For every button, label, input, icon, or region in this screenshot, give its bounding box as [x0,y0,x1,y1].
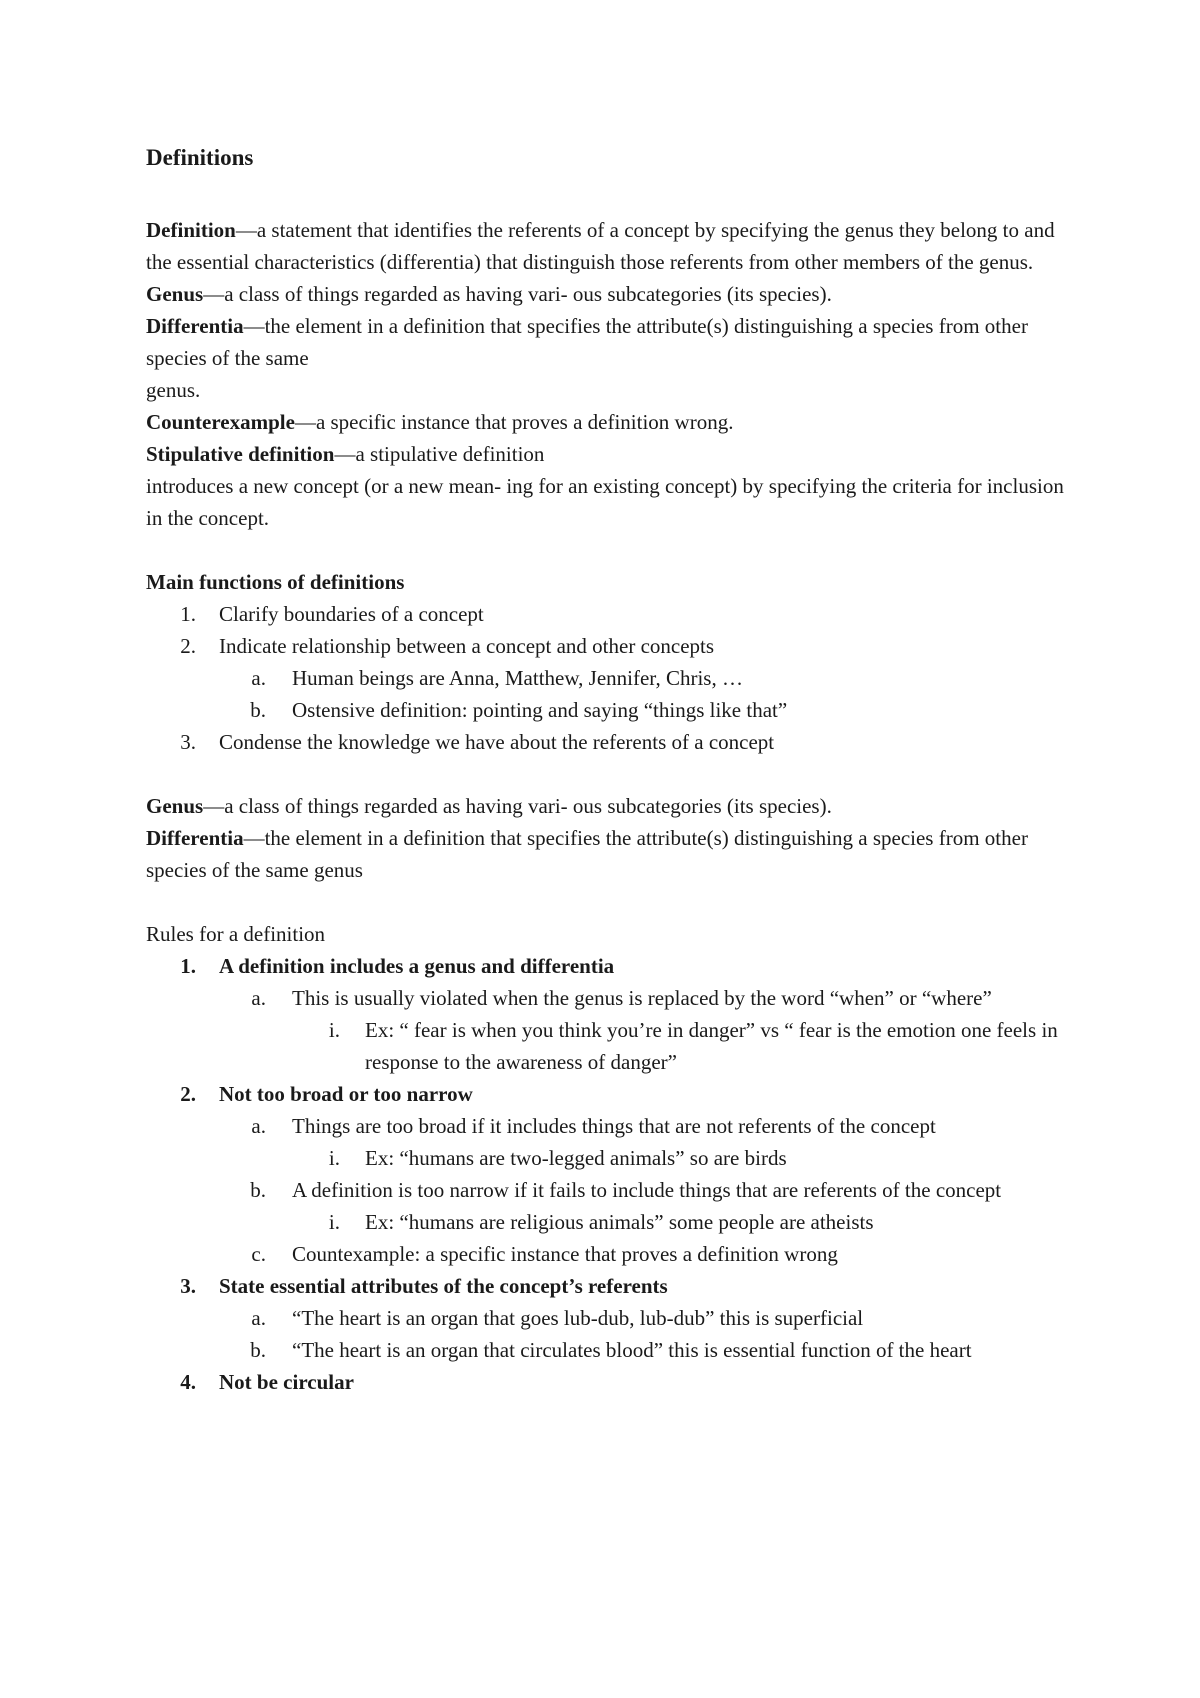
list-number: a. [251,1306,266,1330]
rule-item [146,1366,1076,1398]
list-number: 1. [180,602,196,626]
list-item [146,1142,1076,1174]
list-text: Indicate relationship between a concept and other concepts [219,634,715,658]
list-item [146,1014,1076,1078]
list-text: Human beings are Anna, Matthew, Jennifer, Chris, … [292,666,743,690]
rule-item [146,1078,1076,1110]
term-label: Counterexample [146,410,295,434]
document-page [146,142,1076,1398]
list-number: a. [251,986,266,1010]
list-text: State essential attributes of the concept’s referents [219,1274,668,1298]
list-number: 3. [180,1274,196,1298]
list-number: i. [328,1018,340,1042]
counterexample-entry [146,406,1076,438]
list-item [146,726,1076,758]
list-text: A definition is too narrow if it fails to include things that are referents of the concept [292,1178,1002,1202]
list-text: “The heart is an organ that circulates blood” this is essential function of the heart [292,1338,972,1362]
list-number: i. [328,1146,340,1170]
term-label: Differentia [146,826,244,850]
list-item [146,598,1076,630]
list-text: Ex: “humans are two-legged animals” so are birds [365,1146,787,1170]
term-text: —a class of things regarded as having vari- ous subcategories (its species). [203,794,832,818]
list-number: 2. [180,1082,196,1106]
list-number: b. [250,698,266,722]
genus-entry [146,790,1076,822]
term-label: Definition [146,218,236,242]
list-item [146,1110,1076,1142]
differentia-entry [146,822,1076,886]
list-item [146,1334,1076,1366]
list-text: A definition includes a genus and differentia [219,954,615,978]
term-text: —the element in a definition that specifies the attribute(s) distinguishing a species from other species of the same [146,314,1028,370]
list-number: 3. [180,730,196,754]
term-label: Differentia [146,314,244,338]
rule-item [146,950,1076,982]
term-label: Genus [146,282,204,306]
list-number: i. [328,1210,340,1234]
list-number: b. [250,1338,266,1362]
list-item [146,630,1076,662]
list-text: Ostensive definition: pointing and saying “things like that” [292,698,788,722]
list-item [146,1238,1076,1270]
differentia-entry [146,310,1076,374]
list-number: 4. [180,1370,196,1394]
differentia-continuation: genus. [146,378,201,402]
list-text: Clarify boundaries of a concept [219,602,484,626]
functions-heading: Main functions of definitions [146,570,405,594]
list-text: Countexample: a specific instance that proves a definition wrong [292,1242,838,1266]
genus-entry [146,278,1076,310]
term-label: Stipulative definition [146,442,335,466]
list-item [146,662,1076,694]
list-number: a. [251,1114,266,1138]
list-text: Ex: “ fear is when you think you’re in danger” vs “ fear is the emotion one feels in response to the awareness of danger” [365,1018,1058,1074]
list-text: Ex: “humans are religious animals” some people are atheists [365,1210,874,1234]
list-number: c. [251,1242,266,1266]
list-number: a. [251,666,266,690]
list-text: “The heart is an organ that goes lub-dub, lub-dub” this is superficial [292,1306,864,1330]
term-text: —a stipulative definition [334,442,545,466]
term-text: —a statement that identifies the referents of a concept by specifying the genus they belong to and the essential characteristics (differentia) that distinguish those referents from other members of the genus. [146,218,1055,274]
list-text: Not too broad or too narrow [219,1082,473,1106]
list-text: Condense the knowledge we have about the referents of a concept [219,730,775,754]
page-title: Definitions [146,145,254,170]
stipulative-entry [146,438,1076,470]
rules-heading: Rules for a definition [146,922,326,946]
list-text: Not be circular [219,1370,354,1394]
list-text: Things are too broad if it includes things that are not referents of the concept [292,1114,936,1138]
list-number: 2. [180,634,196,658]
list-number: b. [250,1178,266,1202]
list-item [146,982,1076,1014]
rule-item [146,1270,1076,1302]
term-text: —the element in a definition that specifies the attribute(s) distinguishing a species from other species of the same genus [146,826,1028,882]
list-text: This is usually violated when the genus is replaced by the word “when” or “where” [292,986,992,1010]
list-item [146,694,1076,726]
term-label: Genus [146,794,204,818]
term-text: —a specific instance that proves a definition wrong. [294,410,734,434]
definition-entry [146,214,1076,278]
list-item [146,1174,1076,1206]
list-number: 1. [180,954,196,978]
term-text: —a class of things regarded as having vari- ous subcategories (its species). [203,282,832,306]
stipulative-continuation: introduces a new concept (or a new mean- ing for an existing concept) by specifying the criteria for inclusion in the concept. [146,474,1064,530]
list-item [146,1302,1076,1334]
list-item [146,1206,1076,1238]
